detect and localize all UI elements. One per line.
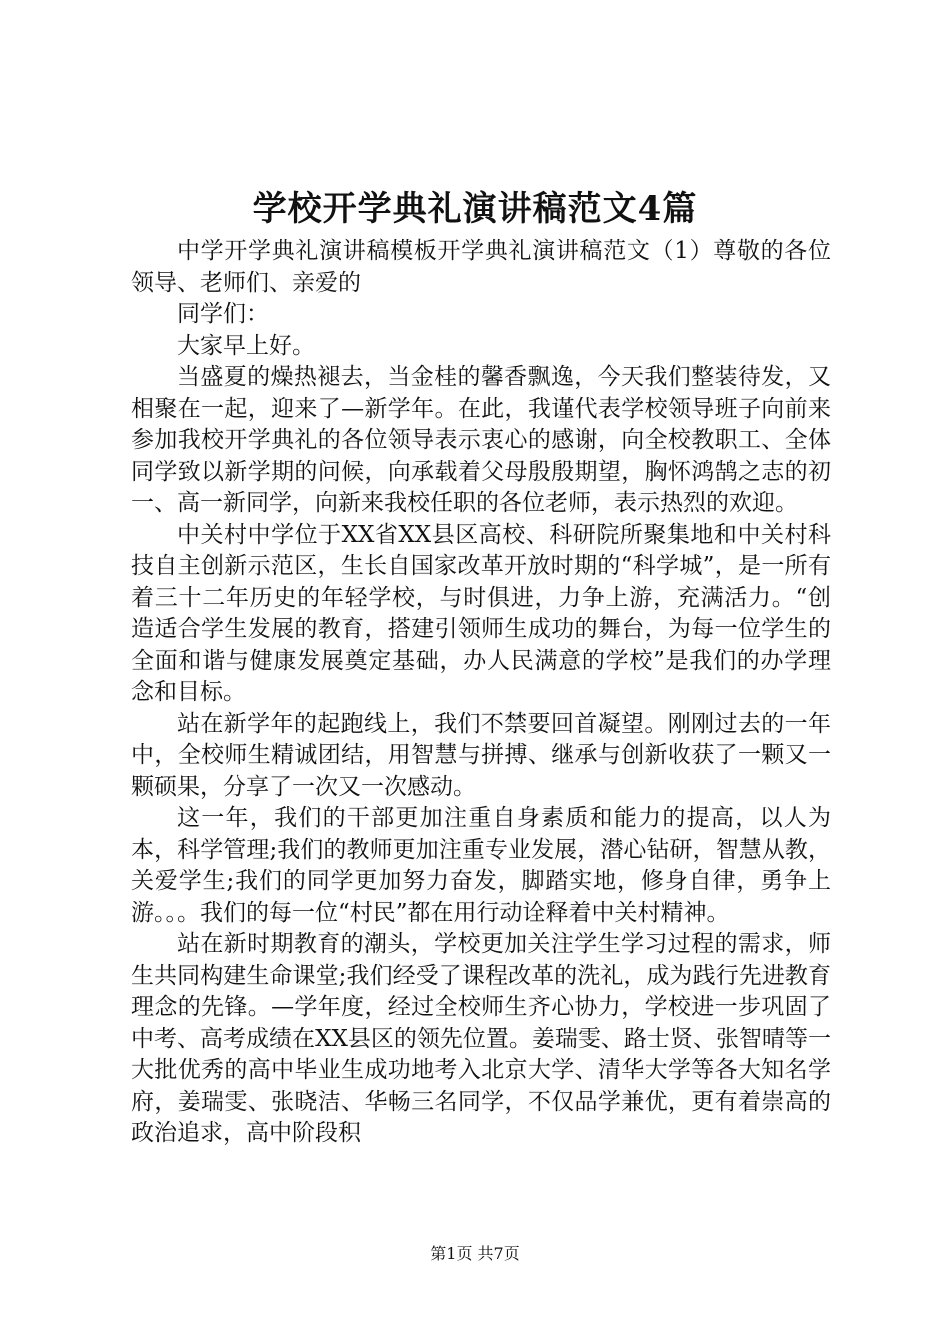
paragraph: 站在新时期教育的潮头，学校更加关注学生学习过程的需求，师生共同构建生命课堂;我们经受了课程改革的洗礼，成为践行先进教育理念的先锋。—学年度，经过全校师生齐心协力，学校进一步巩固了中考、高考成绩在XX县区的领先位置。姜瑞雯、路士贤、张智晴等一大批优秀的高中毕业生成功地考入北京大学、清华大学等各大知名学府，姜瑞雯、张晓洁、华畅三名同学，不仅品学兼优，更有着崇高的政治追求，高中阶段积 (131, 931, 831, 1146)
paragraph: 中学开学典礼演讲稿模板开学典礼演讲稿范文（1）尊敬的各位领导、老师们、亲爱的 (131, 238, 831, 296)
paragraph: 这一年，我们的干部更加注重自身素质和能力的提高，以人为本，科学管理;我们的教师更加注重专业发展，潜心钻研，智慧从教，关爱学生;我们的同学更加努力奋发，脚踏实地，修身自律，勇争上游。。。我们的每一位“村民”都在用行动诠释着中关村精神。 (131, 805, 831, 926)
document-body (131, 236, 831, 1150)
page-number-footer: 第1页 共7页 (430, 1244, 520, 1263)
paragraph: 中关村中学位于XX省XX县区高校、科研院所聚集地和中关村科技自主创新示范区，生长自国家改革开放时期的“科学城”，是一所有着三十二年历史的年轻学校，与时俱进，力争上游，充满活力。“创造适合学生发展的教育，搭建引领师生成功的舞台，为每一位学生的全面和谐与健康发展奠定基础，办人民满意的学校”是我们的办学理念和目标。 (131, 521, 831, 705)
paragraph: 同学们： (177, 301, 269, 327)
paragraph: 站在新学年的起跑线上，我们不禁要回首凝望。刚刚过去的一年中，全校师生精诚团结，用智慧与拼搏、继承与创新收获了一颗又一颗硕果，分享了一次又一次感动。 (131, 710, 831, 800)
paragraph: 大家早上好。 (177, 332, 315, 359)
document-title: 学校开学典礼演讲稿范文4篇 (252, 189, 698, 229)
paragraph: 当盛夏的燥热褪去，当金桂的馨香飘逸，今天我们整装待发，又相聚在一起，迎来了—新学年。在此，我谨代表学校领导班子向前来参加我校开学典礼的各位领导表示衷心的感谢，向全校教职工、全体同学致以新学期的问候，向承载着父母殷殷期望，胸怀鸿鹄之志的初一、高一新同学，向新来我校任职的各位老师，表示热烈的欢迎。 (131, 364, 831, 516)
